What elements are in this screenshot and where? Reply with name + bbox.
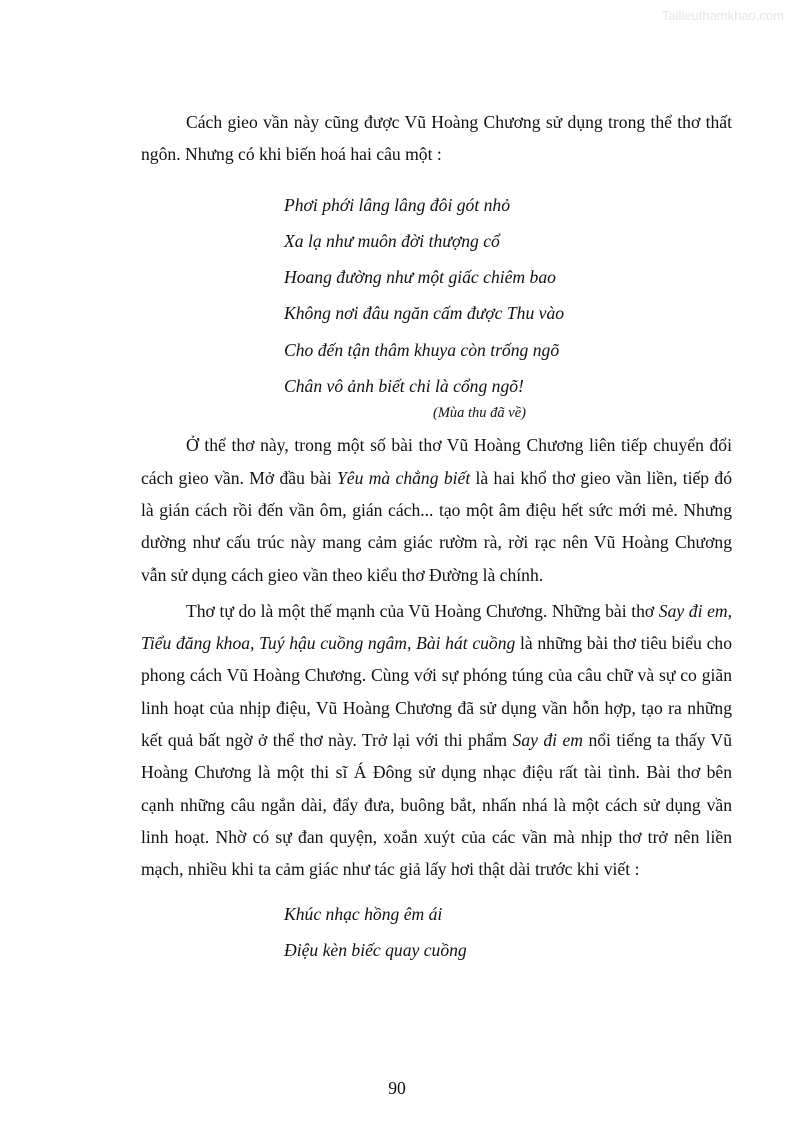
watermark: Tailieuthamkhao.com bbox=[661, 8, 784, 23]
paragraph-1: Cách gieo vần này cũng được Vũ Hoàng Chương sử dụng trong thể thơ thất ngôn. Nhưng có khi biến hoá hai câu một : bbox=[141, 112, 732, 165]
verse-line: Không nơi đâu ngăn cấm được Thu vào bbox=[284, 303, 565, 324]
verse-line: Phơi phới lâng lâng đôi gót nhỏ bbox=[284, 194, 510, 215]
poem-title: Yêu mà chẳng biết bbox=[337, 467, 471, 488]
poem-say-di-em bbox=[284, 896, 732, 969]
verse-line: Hoang đường như một giấc chiêm bao bbox=[284, 267, 556, 288]
text-run: là những bài thơ tiêu biểu cho phong cách Vũ Hoàng Chương. Cùng với sự phóng túng của câu chữ và sự co giãn linh hoạt của nhịp điệu, Vũ Hoàng Chương đã sử dụng vần hỗn hợp, tạo ra những kết quả bất ngờ ở thể thơ này. Trở lại với thi phẩm bbox=[141, 633, 732, 751]
verse-line: Chân vô ảnh biết chi là cổng ngõ! bbox=[284, 376, 524, 397]
poem-mua-thu-da-ve bbox=[284, 187, 732, 424]
verse-line: Xa lạ như muôn đời thượng cổ bbox=[284, 230, 500, 251]
poem-source: (Mùa thu đã về) bbox=[433, 405, 527, 422]
paragraph-2 bbox=[141, 429, 732, 590]
page-content bbox=[141, 106, 732, 968]
verse-line: Khúc nhạc hồng êm ái bbox=[284, 903, 443, 924]
paragraph-3 bbox=[141, 595, 732, 886]
poem-title: Say đi em bbox=[512, 730, 584, 751]
text-run: nổi tiếng ta thấy Vũ Hoàng Chương là một thi sĩ Á Đông sử dụng nhạc điệu rất tài tình. Bài thơ bên cạnh những câu ngắn dài, đẩy đưa, buông bắt, nhấn nhá là một cách sử dụng vần linh hoạt. Nhờ có sự đan quyện, xoắn xuýt của các vần mà nhịp thơ trở nên liền mạch, nhiều khi ta cảm giác như tác giả lấy hơi thật dài trước khi viết : bbox=[141, 730, 733, 880]
text-run: là hai khổ thơ gieo vần liền, tiếp đó là gián cách rồi đến vần ôm, gián cách... tạo một âm điệu hết sức mới mẻ. Nhưng dường như cấu trúc này mang cảm giác rườm rà, rời rạc nên Vũ Hoàng Chương vẫn sử dụng cách gieo vần theo kiểu thơ Đường là chính. bbox=[141, 467, 733, 585]
page-number: 90 bbox=[388, 1078, 406, 1098]
poem-titles: Say đi em, Tiểu đăng khoa, Tuý hậu cuồng ngâm, Bài hát cuồng bbox=[141, 600, 732, 654]
text-run: Thơ tự do là một thế mạnh của Vũ Hoàng Chương. Những bài thơ bbox=[186, 600, 659, 621]
verse-line: Điệu kèn biếc quay cuồng bbox=[284, 939, 467, 960]
verse-line: Cho đến tận thâm khuya còn trống ngõ bbox=[284, 339, 560, 360]
text-run: Ở thể thơ này, trong một số bài thơ Vũ Hoàng Chương liên tiếp chuyển đổi cách gieo vần. Mở đầu bài bbox=[141, 435, 732, 488]
